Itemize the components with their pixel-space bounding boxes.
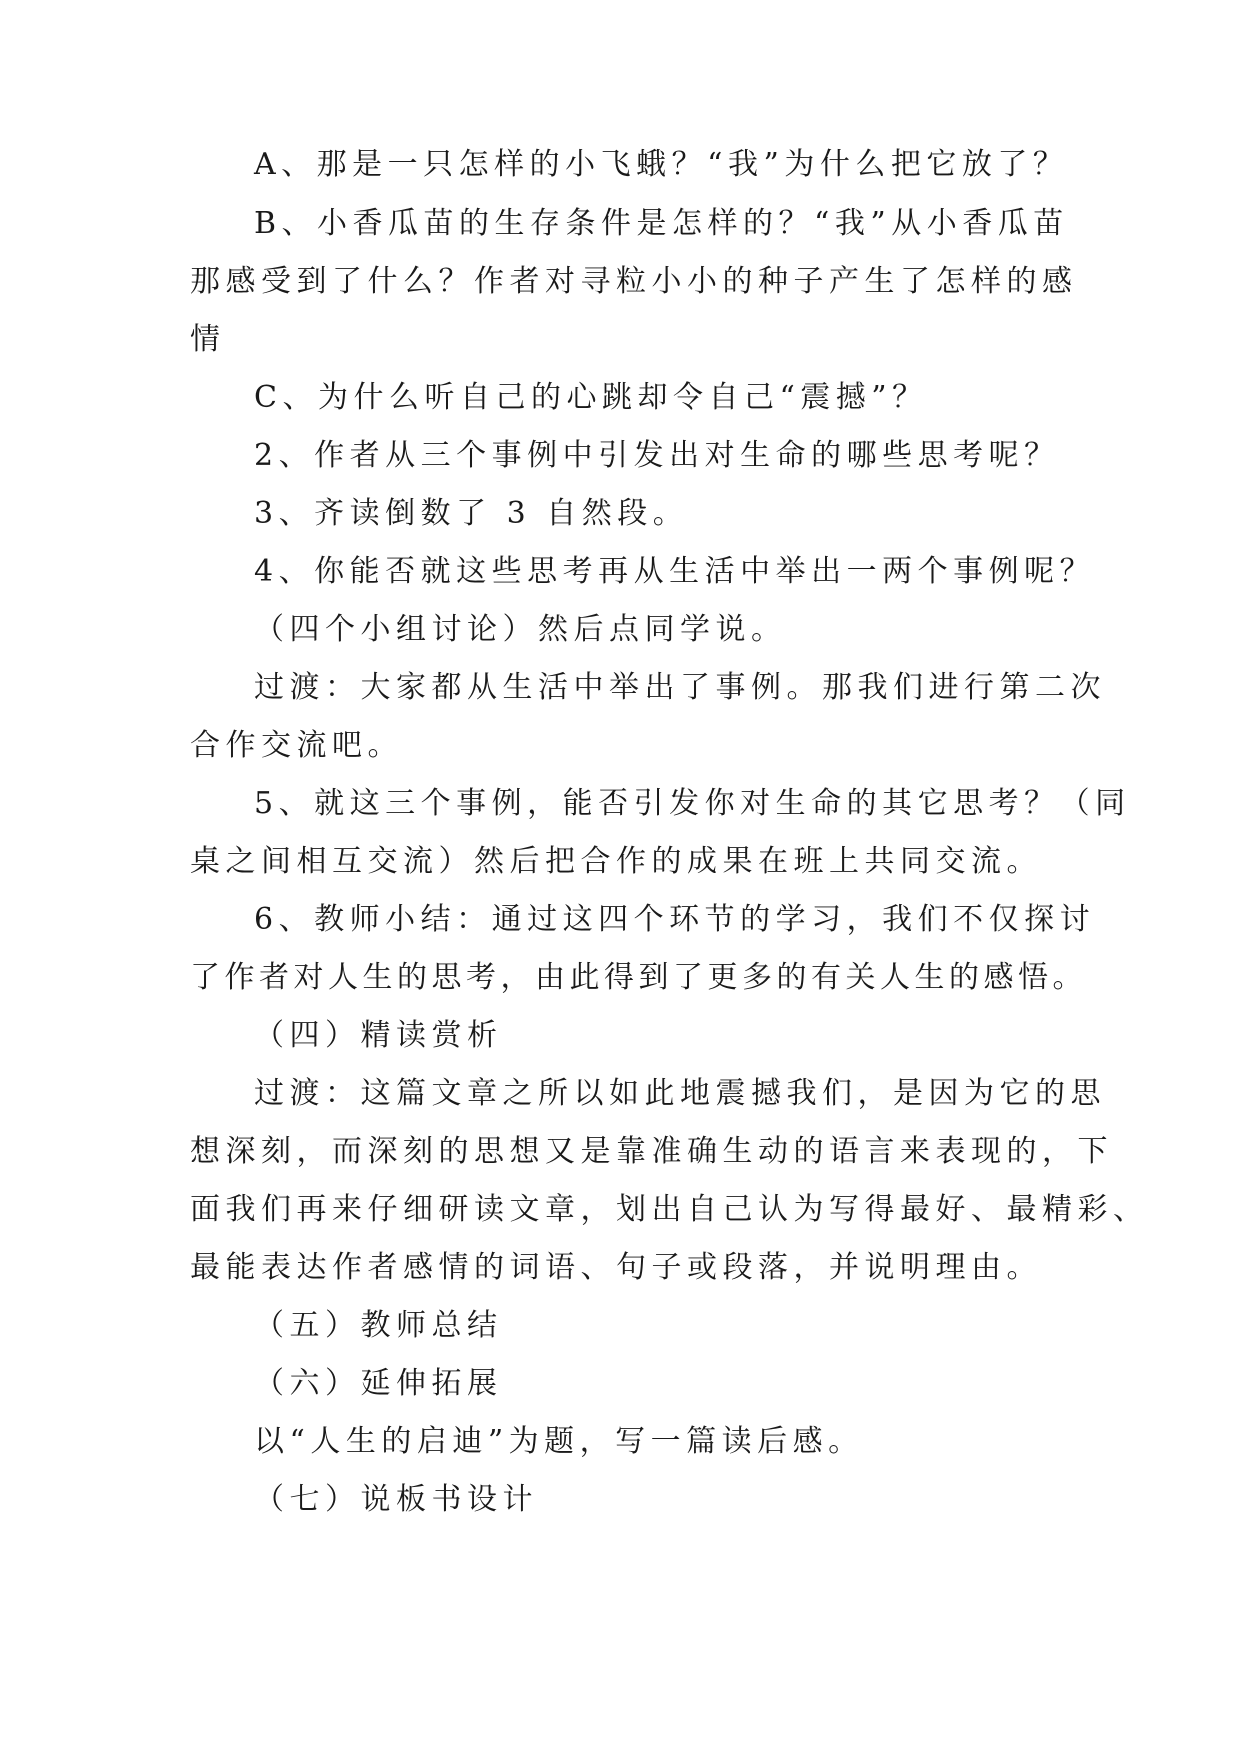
- text-line: B、小香瓜苗的生存条件是怎样的？“我”从小香瓜苗: [254, 206, 1069, 241]
- text-line: 过渡：大家都从生活中举出了事例。那我们进行第二次: [254, 670, 1106, 705]
- text-line: 了作者对人生的思考，由此得到了更多的有关人生的感悟。: [190, 960, 1087, 995]
- text-line: （四个小组讨论）然后点同学说。: [254, 612, 787, 647]
- section-heading: （七）说板书设计: [254, 1482, 538, 1517]
- section-heading: （六）延伸拓展: [254, 1366, 503, 1401]
- text-line: 5、就这三个事例，能否引发你对生命的其它思考？（同: [254, 786, 1131, 821]
- text-line: C、为什么听自己的心跳却令自己“震撼”？: [254, 380, 928, 415]
- section-heading: （五）教师总结: [254, 1308, 503, 1343]
- text-line: 以“人生的启迪”为题，写一篇读后感。: [254, 1424, 864, 1459]
- text-line: 2、作者从三个事例中引发出对生命的哪些思考呢？: [254, 438, 1060, 473]
- text-line: 3、齐读倒数了 3 自然段。: [254, 496, 689, 531]
- text-line: 情: [190, 322, 226, 357]
- text-line: 合作交流吧。: [190, 728, 403, 763]
- text-line: 那感受到了什么？作者对寻粒小小的种子产生了怎样的感: [190, 264, 1078, 299]
- text-line: 过渡：这篇文章之所以如此地震撼我们，是因为它的思: [254, 1076, 1106, 1111]
- text-line: 桌之间相互交流）然后把合作的成果在班上共同交流。: [190, 844, 1042, 879]
- text-line: 想深刻，而深刻的思想又是靠准确生动的语言来表现的，下: [190, 1134, 1113, 1169]
- section-heading: （四）精读赏析: [254, 1018, 503, 1053]
- text-line: 4、你能否就这些思考再从生活中举出一两个事例呢？: [254, 554, 1096, 589]
- text-line: 最能表达作者感情的词语、句子或段落，并说明理由。: [190, 1250, 1042, 1285]
- text-line: 面我们再来仔细研读文章，划出自己认为写得最好、最精彩、: [190, 1192, 1149, 1227]
- text-line: 6、教师小结：通过这四个环节的学习，我们不仅探讨: [254, 902, 1096, 937]
- text-line: A、那是一只怎样的小飞蛾？“我”为什么把它放了？: [254, 147, 1069, 182]
